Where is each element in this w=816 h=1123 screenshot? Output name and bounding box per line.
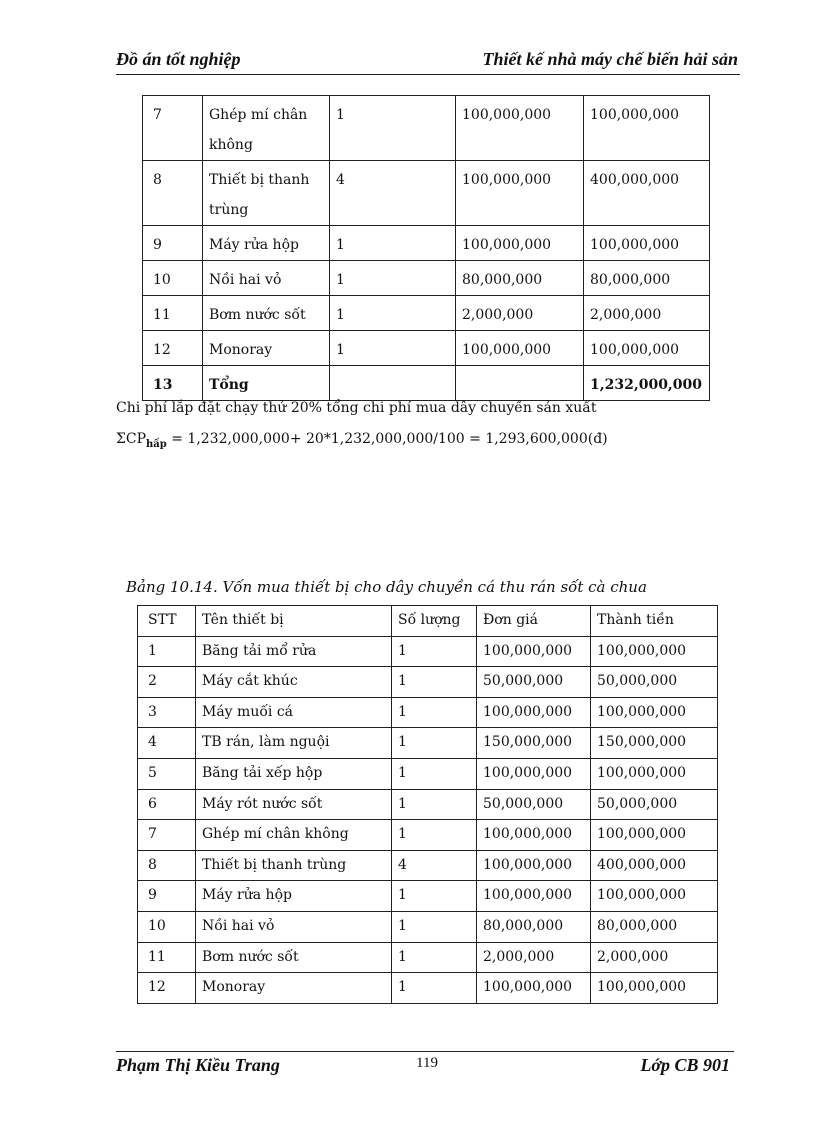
cell-stt: 4 (138, 728, 196, 759)
cell-name: Thiết bị thanh trùng (196, 850, 392, 881)
cell-name: Nồi hai vỏ (203, 261, 330, 296)
cell-qty: 4 (392, 850, 477, 881)
cell-total: 400,000,000 (584, 161, 710, 226)
table-caption: Bảng 10.14. Vốn mua thiết bị cho dây chuyền cá thu rán sốt cà chua (126, 578, 647, 596)
cell-name: Ghép mí chân không (203, 96, 330, 161)
total-empty-cell (456, 366, 584, 401)
cell-total: 100,000,000 (584, 226, 710, 261)
table-row (138, 820, 718, 851)
table-row (138, 789, 718, 820)
cell-total: 100,000,000 (591, 697, 718, 728)
page-header (116, 48, 740, 75)
cell-total: 80,000,000 (591, 911, 718, 942)
header-title-right: Thiết kế nhà máy chế biến hải sản (482, 49, 738, 69)
cell-unit-price: 150,000,000 (477, 728, 591, 759)
cell-name: Bơm nước sốt (196, 942, 392, 973)
cell-total: 100,000,000 (584, 96, 710, 161)
cell-total: 100,000,000 (591, 636, 718, 667)
cell-qty: 1 (392, 820, 477, 851)
table-row (143, 261, 710, 296)
cell-qty: 1 (392, 667, 477, 698)
cell-name: Máy rửa hộp (203, 226, 330, 261)
col-header-unit-price: Đơn giá (477, 606, 591, 637)
cell-unit-price: 100,000,000 (477, 697, 591, 728)
cell-total: 400,000,000 (591, 850, 718, 881)
cell-name: Bơm nước sốt (203, 296, 330, 331)
total-label: Tổng (203, 366, 330, 401)
cell-stt: 9 (143, 226, 203, 261)
cell-total: 150,000,000 (591, 728, 718, 759)
page-footer (116, 1051, 734, 1078)
cell-name: Máy cắt khúc (196, 667, 392, 698)
cell-unit-price: 100,000,000 (477, 758, 591, 789)
cell-unit-price: 80,000,000 (477, 911, 591, 942)
cell-name: Máy rót nước sốt (196, 789, 392, 820)
table-row (138, 697, 718, 728)
install-cost-text: Chi phí lắp đặt chạy thử 20% tổng chi phí mua dây chuyền sản xuất (116, 400, 597, 416)
cell-name: Monoray (203, 331, 330, 366)
cell-total: 2,000,000 (591, 942, 718, 973)
cell-unit-price: 100,000,000 (477, 881, 591, 912)
cell-stt: 10 (143, 261, 203, 296)
cell-name: Băng tải xếp hộp (196, 758, 392, 789)
cell-total: 100,000,000 (591, 758, 718, 789)
cell-qty: 1 (330, 296, 456, 331)
cell-qty: 1 (330, 331, 456, 366)
cell-unit-price: 100,000,000 (456, 226, 584, 261)
footer-class: Lớp CB 901 (640, 1055, 730, 1075)
cell-stt: 3 (138, 697, 196, 728)
table-row (138, 911, 718, 942)
cell-total: 50,000,000 (591, 667, 718, 698)
table-row (138, 881, 718, 912)
cell-total: 100,000,000 (591, 820, 718, 851)
cell-stt: 1 (138, 636, 196, 667)
cell-stt: 11 (138, 942, 196, 973)
cell-qty: 4 (330, 161, 456, 226)
table-row (143, 331, 710, 366)
table-row (138, 728, 718, 759)
cell-stt: 8 (138, 850, 196, 881)
header-title-left: Đồ án tốt nghiệp (116, 49, 241, 69)
cell-unit-price: 100,000,000 (477, 973, 591, 1004)
col-header-stt: STT (138, 606, 196, 637)
cell-unit-price: 100,000,000 (456, 331, 584, 366)
table-row (138, 636, 718, 667)
cell-name: Máy rửa hộp (196, 881, 392, 912)
cell-stt: 6 (138, 789, 196, 820)
cell-stt: 2 (138, 667, 196, 698)
cell-qty: 1 (392, 697, 477, 728)
cell-total: 100,000,000 (584, 331, 710, 366)
cell-unit-price: 100,000,000 (477, 636, 591, 667)
cell-qty: 1 (330, 261, 456, 296)
cell-qty: 1 (392, 881, 477, 912)
cell-qty: 1 (392, 636, 477, 667)
cell-qty: 1 (392, 728, 477, 759)
cell-unit-price: 100,000,000 (456, 161, 584, 226)
cell-name: Băng tải mổ rửa (196, 636, 392, 667)
cost-formula (116, 431, 608, 450)
table-total-row (143, 366, 710, 401)
table1-body (143, 96, 710, 366)
cell-qty: 1 (330, 96, 456, 161)
equipment-table-continued (142, 95, 710, 401)
cell-unit-price: 80,000,000 (456, 261, 584, 296)
cell-total: 50,000,000 (591, 789, 718, 820)
formula-prefix: ΣCP (116, 431, 147, 447)
cell-total: 100,000,000 (591, 973, 718, 1004)
total-amount: 1,232,000,000 (584, 366, 710, 401)
cell-stt: 10 (138, 911, 196, 942)
total-stt: 13 (143, 366, 203, 401)
cell-stt: 8 (143, 161, 203, 226)
cell-name: Máy muối cá (196, 697, 392, 728)
table-row (138, 973, 718, 1004)
table-row (138, 758, 718, 789)
formula-subscript: hấp (146, 438, 167, 450)
cell-name: Ghép mí chân không (196, 820, 392, 851)
cell-qty: 1 (392, 758, 477, 789)
equipment-table (137, 605, 718, 1004)
cell-qty: 1 (392, 911, 477, 942)
cell-stt: 7 (143, 96, 203, 161)
cell-qty: 1 (392, 973, 477, 1004)
cell-unit-price: 2,000,000 (477, 942, 591, 973)
cell-stt: 5 (138, 758, 196, 789)
cell-name: Monoray (196, 973, 392, 1004)
table-row (143, 296, 710, 331)
cell-qty: 1 (330, 226, 456, 261)
footer-author: Phạm Thị Kiều Trang (116, 1055, 280, 1075)
cell-unit-price: 100,000,000 (477, 850, 591, 881)
table-header-row (138, 606, 718, 637)
total-empty-cell (330, 366, 456, 401)
cell-unit-price: 2,000,000 (456, 296, 584, 331)
table2-body (138, 636, 718, 1003)
table-row (143, 226, 710, 261)
cell-unit-price: 50,000,000 (477, 667, 591, 698)
cell-qty: 1 (392, 789, 477, 820)
cell-stt: 12 (138, 973, 196, 1004)
table-row (138, 942, 718, 973)
col-header-name: Tên thiết bị (196, 606, 392, 637)
col-header-qty: Số lượng (392, 606, 477, 637)
table-row (143, 161, 710, 226)
cell-name: TB rán, làm nguội (196, 728, 392, 759)
cell-unit-price: 100,000,000 (477, 820, 591, 851)
cell-unit-price: 100,000,000 (456, 96, 584, 161)
cell-total: 80,000,000 (584, 261, 710, 296)
cell-total: 2,000,000 (584, 296, 710, 331)
page-number: 119 (416, 1055, 438, 1071)
cell-unit-price: 50,000,000 (477, 789, 591, 820)
table-row (143, 96, 710, 161)
table-row (138, 667, 718, 698)
cell-stt: 11 (143, 296, 203, 331)
cell-total: 100,000,000 (591, 881, 718, 912)
formula-body: = 1,232,000,000+ 20*1,232,000,000/100 = 1,293,600,000(đ) (166, 431, 608, 447)
cell-name: Thiết bị thanh trùng (203, 161, 330, 226)
cell-stt: 9 (138, 881, 196, 912)
table-row (138, 850, 718, 881)
cell-stt: 7 (138, 820, 196, 851)
cell-stt: 12 (143, 331, 203, 366)
cell-qty: 1 (392, 942, 477, 973)
cell-name: Nồi hai vỏ (196, 911, 392, 942)
col-header-total: Thành tiền (591, 606, 718, 637)
